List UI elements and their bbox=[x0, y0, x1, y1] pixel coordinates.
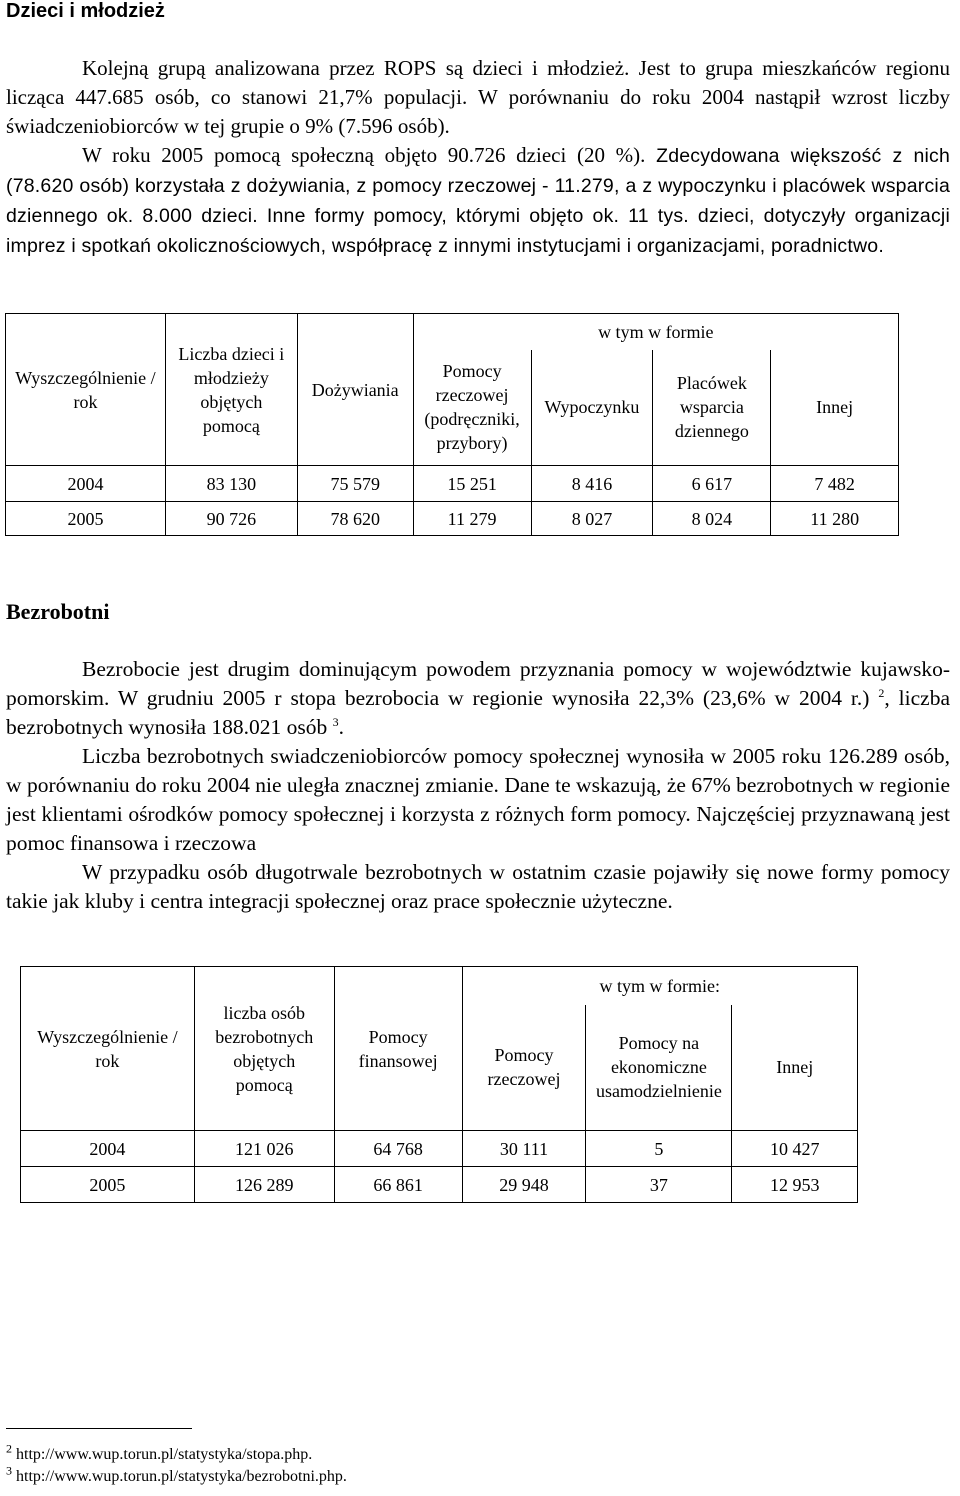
table-bezrobotni bbox=[20, 966, 858, 1203]
table-dzieci-header-cell: Wyszczególnienie / rok bbox=[6, 314, 166, 466]
table-row bbox=[6, 466, 899, 502]
table-bezrobotni-header-cell: Wyszczególnienie / rok bbox=[21, 967, 195, 1131]
footnote-number: 3 bbox=[6, 1463, 12, 1478]
table-cell: 29 948 bbox=[462, 1167, 586, 1203]
table-bezrobotni-header-cell: Pomocy rzeczowej bbox=[462, 1005, 586, 1131]
paragraph-bezrobotni-1-end: . bbox=[338, 715, 345, 739]
table-row bbox=[6, 502, 899, 536]
table-bezrobotni-header-row-1 bbox=[21, 967, 858, 1005]
footnote-number: 2 bbox=[6, 1441, 12, 1456]
table-cell: 8 416 bbox=[531, 466, 653, 502]
table-row bbox=[21, 1131, 858, 1167]
table-cell: 30 111 bbox=[462, 1131, 586, 1167]
table-cell: 37 bbox=[586, 1167, 732, 1203]
paragraph-bezrobotni-3: W przypadku osób długotrwale bezrobotnych w ostatnim czasie pojawiły się nowe formy pomocy takie jak kluby i centra integracji społecznej oraz prace społecznie użyteczne. bbox=[6, 860, 950, 913]
table-dzieci-group-header: w tym w formie bbox=[413, 314, 898, 350]
table-row bbox=[21, 1167, 858, 1203]
table-dzieci-header-cell: Dożywiania bbox=[297, 314, 413, 466]
table-cell: 83 130 bbox=[165, 466, 297, 502]
table-dzieci bbox=[5, 313, 899, 536]
paragraph-dzieci-serif: Kolejną grupą analizowana przez ROPS są dzieci i młodzież. Jest to grupa mieszkańców regionu licząca 447.685 osób, co stanowi 21,7% populacji. W porównaniu do roku 2004 nastąpił wzrost liczby świadczeniobiorców w tej grupie o 9% (7.596 osób). bbox=[6, 56, 950, 138]
table-cell: 75 579 bbox=[297, 466, 413, 502]
table-cell: 2005 bbox=[21, 1167, 195, 1203]
table-bezrobotni-header-cell: liczba osób bezrobotnych objętych pomocą bbox=[194, 967, 334, 1131]
table-cell: 15 251 bbox=[413, 466, 531, 502]
table-cell: 66 861 bbox=[334, 1167, 462, 1203]
footnote-link[interactable]: http://www.wup.torun.pl/statystyka/bezrobotni.php. bbox=[16, 1468, 347, 1485]
footnote-divider bbox=[6, 1428, 192, 1429]
table-cell: 2004 bbox=[6, 466, 166, 502]
table-cell: 10 427 bbox=[732, 1131, 858, 1167]
footnote-link[interactable]: http://www.wup.torun.pl/statystyka/stopa.php. bbox=[16, 1446, 313, 1463]
paragraph-dzieci-mixed bbox=[6, 141, 950, 261]
table-bezrobotni-header-cell: Pomocy finansowej bbox=[334, 967, 462, 1131]
paragraph-bezrobotni-1-text: Bezrobocie jest drugim dominującym powodem przyznania pomocy w województwie kujawsko-pomorskim. W grudniu 2005 r stopa bezrobocia w regionie wynosiła 22,3% (23,6% w 2004 r.) bbox=[6, 657, 950, 710]
section-heading-bezrobotni: Bezrobotni bbox=[6, 599, 110, 624]
footnotes bbox=[6, 1441, 706, 1488]
table-bezrobotni-header-cell: Innej bbox=[732, 1005, 858, 1131]
table-cell: 8 027 bbox=[531, 502, 653, 536]
footnote-item bbox=[6, 1441, 706, 1466]
table-cell: 7 482 bbox=[771, 466, 899, 502]
paragraph-dzieci-sans: Zdecydowana większość z nich (78.620 osób) korzystała z dożywiania, z pomocy rzeczowej - 11.279, a z wypoczynku i placówek wsparcia dziennego ok. 8.000 dzieci. Inne formy pomocy, którymi objęto ok. 11 tys. dzieci, dotyczyły organizacji imprez i spotkań okolicznościowych, współpracę z innymi instytucjami i organizacjami, poradnictwo. bbox=[6, 145, 951, 257]
table-cell: 11 279 bbox=[413, 502, 531, 536]
table-cell: 2004 bbox=[21, 1131, 195, 1167]
table-cell: 5 bbox=[586, 1131, 732, 1167]
table-dzieci-header-cell: Wypoczynku bbox=[531, 350, 653, 466]
table-dzieci-header-cell: Innej bbox=[771, 350, 899, 466]
footnote-ref: 2 bbox=[878, 685, 885, 700]
table-dzieci-header-cell: Placówek wsparcia dziennego bbox=[653, 350, 771, 466]
section-heading-dzieci: Dzieci i młodzież bbox=[6, 0, 165, 22]
paragraph-dzieci bbox=[6, 54, 950, 261]
footnote-item bbox=[6, 1463, 706, 1488]
table-bezrobotni-header-cell: Pomocy na ekonomiczne usamodzielnienie bbox=[586, 1005, 732, 1131]
table-cell: 121 026 bbox=[194, 1131, 334, 1167]
table-dzieci-header-row-1 bbox=[6, 314, 899, 350]
table-dzieci-header-cell: Pomocy rzeczowej (podręczniki, przybory) bbox=[413, 350, 531, 466]
table-cell: 78 620 bbox=[297, 502, 413, 536]
table-cell: 2005 bbox=[6, 502, 166, 536]
paragraph-bezrobotni bbox=[6, 655, 950, 916]
table-dzieci-header-cell: Liczba dzieci i młodzieży objętych pomocą bbox=[165, 314, 297, 466]
table-cell: 11 280 bbox=[771, 502, 899, 536]
table-bezrobotni-group-header: w tym w formie: bbox=[462, 967, 857, 1005]
table-cell: 8 024 bbox=[653, 502, 771, 536]
footnote-ref: 3 bbox=[332, 714, 339, 729]
table-cell: 90 726 bbox=[165, 502, 297, 536]
table-cell: 12 953 bbox=[732, 1167, 858, 1203]
paragraph-bezrobotni-2: Liczba bezrobotnych swiadczeniobiorców pomocy społecznej wynosiła w 2005 roku 126.289 osób, w porównaniu do roku 2004 nie uległa znacznej zmianie. Dane te wskazują, że 67% bezrobotnych w regionie jest klientami ośrodków pomocy społecznej i korzysta z różnych form pomocy. Najczęściej przyznawaną jest pomoc finansowa i rzeczowa bbox=[6, 744, 950, 855]
table-cell: 6 617 bbox=[653, 466, 771, 502]
table-cell: 64 768 bbox=[334, 1131, 462, 1167]
paragraph-bezrobotni-1 bbox=[6, 655, 950, 742]
table-cell: 126 289 bbox=[194, 1167, 334, 1203]
paragraph-dzieci-mixed-serif: W roku 2005 pomocą społeczną objęto 90.726 dzieci (20 %). bbox=[82, 143, 646, 167]
paragraph-bezrobotni-1-mid: , liczba bezrobotnych wynosiła 188.021 osób bbox=[6, 686, 951, 739]
